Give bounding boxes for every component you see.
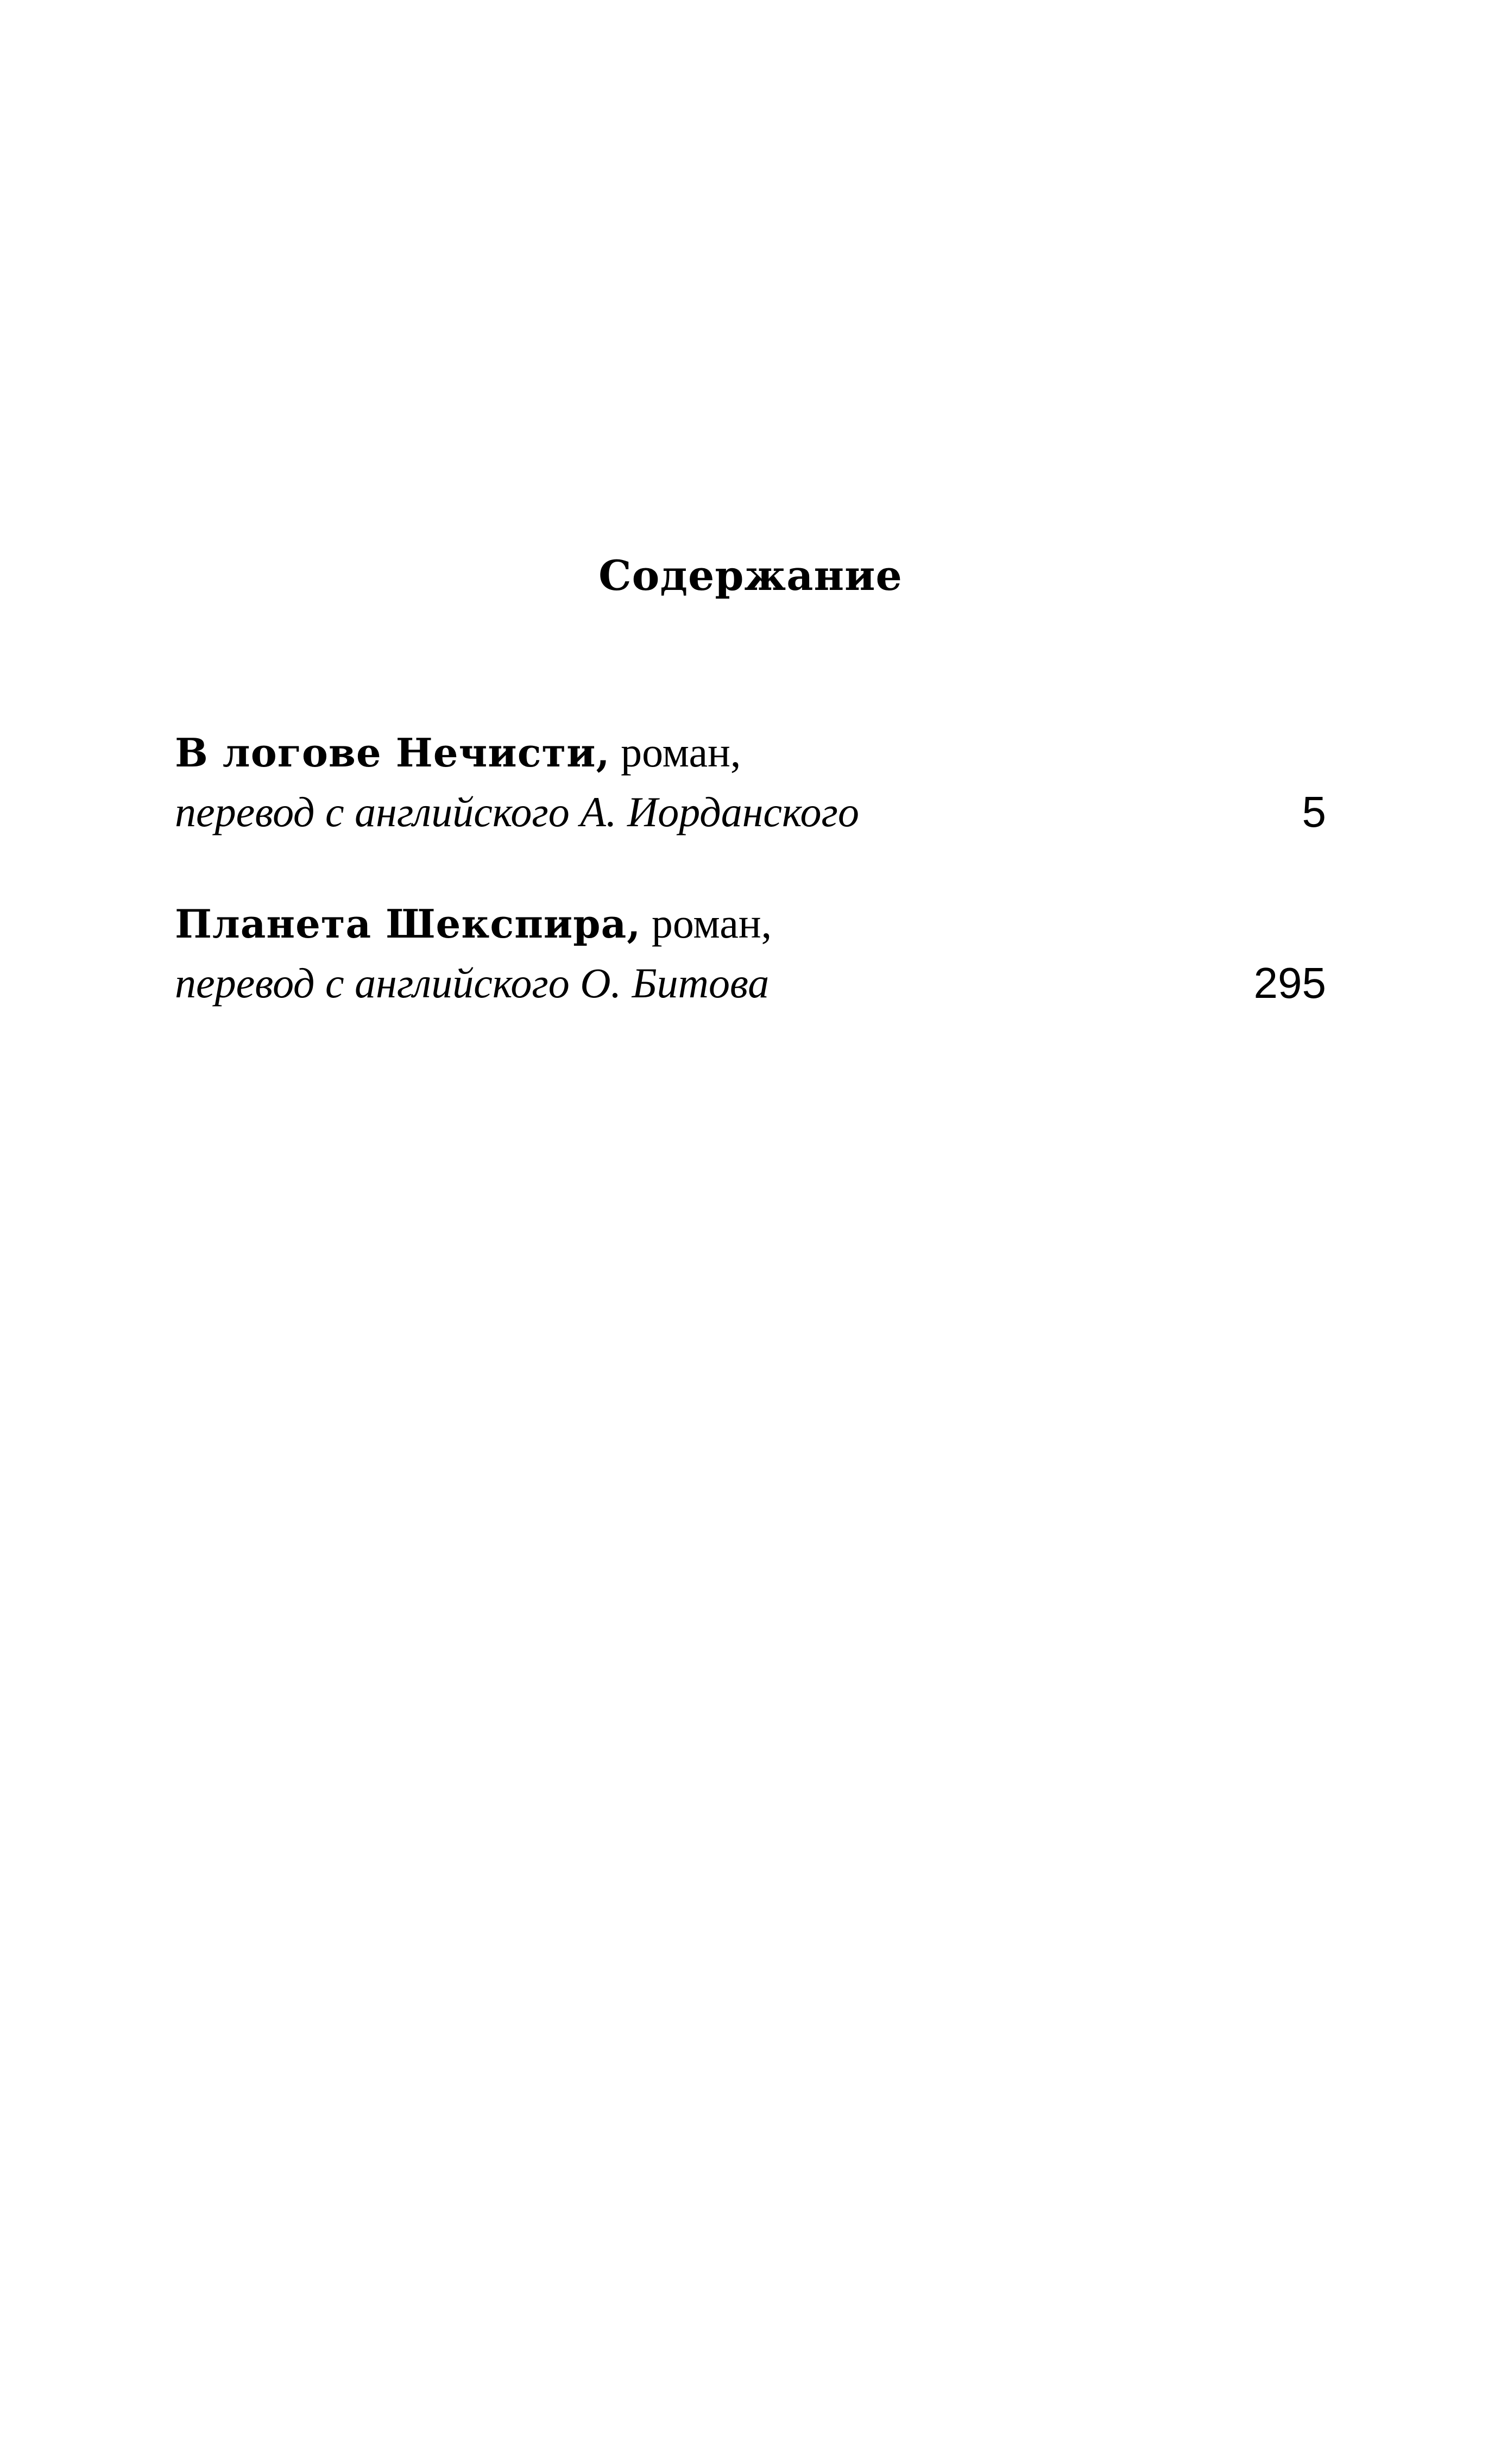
translation-credit: перевод с английского А. Иорданского [175, 788, 859, 835]
entry-translation-line [175, 953, 1326, 1013]
work-title: Планета Шекспира, [175, 901, 641, 947]
page-number: 295 [1253, 959, 1326, 1007]
work-genre: роман, [641, 900, 772, 947]
entry-title-line [175, 894, 1326, 953]
toc-heading: Содержание [598, 551, 903, 600]
entry-translation-line [175, 782, 1326, 842]
toc-entry [175, 722, 1326, 842]
translation-credit: перевод с английского О. Битова [175, 959, 770, 1007]
toc-entry [175, 894, 1326, 1013]
page-number: 5 [1302, 788, 1326, 836]
work-genre: роман, [610, 728, 741, 776]
work-title: В логове Нечисти, [175, 730, 610, 776]
entry-title-line [175, 722, 1326, 782]
